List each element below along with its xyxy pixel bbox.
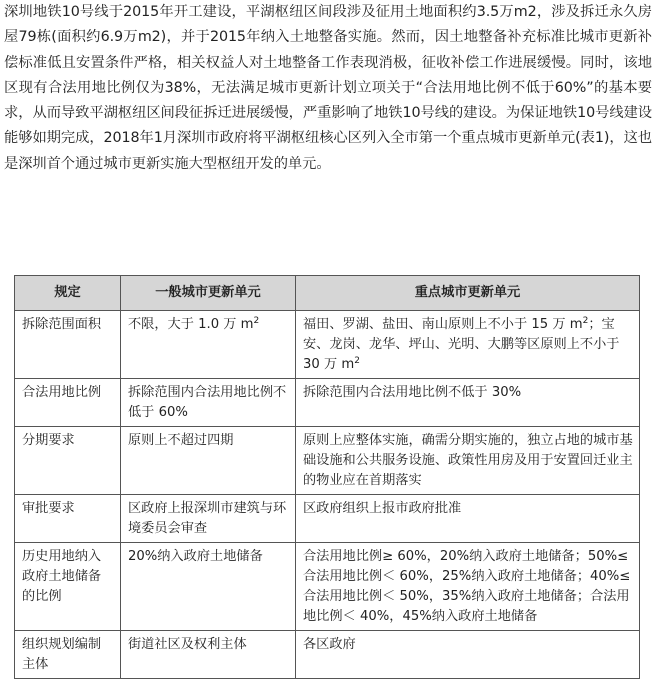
- general-cell: 拆除范围内合法用地比例不低于 60%: [121, 379, 296, 427]
- superscript: 2: [354, 356, 360, 366]
- key-text: 福田、罗湖、盐田、南山原则上不小于 15 万 m: [303, 317, 583, 332]
- header-general-unit: 一般城市更新单元: [121, 276, 296, 311]
- general-cell: 原则上不超过四期: [121, 427, 296, 495]
- table-row: [15, 379, 640, 427]
- key-cell: 拆除范围内合法用地比例不低于 30%: [296, 379, 640, 427]
- table-row: [15, 311, 640, 379]
- general-cell: 街道社区及权利主体: [121, 631, 296, 679]
- rule-cell: 历史用地纳入政府土地储备的比例: [15, 543, 121, 631]
- rule-cell: 分期要求: [15, 427, 121, 495]
- table-row: [15, 631, 640, 679]
- general-cell: 20%纳入政府土地储备: [121, 543, 296, 631]
- rule-cell: 组织规划编制主体: [15, 631, 121, 679]
- rule-cell: 审批要求: [15, 495, 121, 543]
- key-cell: 合法用地比例≥ 60%，20%纳入政府土地储备；50%≤合法用地比例＜ 60%，25%纳入政府土地储备；40%≤合法用地比例＜ 50%，35%纳入政府土地储备；合法用地比例＜ 40%，45%纳入政府土地储备: [296, 543, 640, 631]
- header-key-unit: 重点城市更新单元: [296, 276, 640, 311]
- key-cell: 各区政府: [296, 631, 640, 679]
- key-cell: [296, 311, 640, 379]
- table-header-row: [15, 276, 640, 311]
- key-text-tail: ；宝安、龙岗、龙华、坪山、光明、大鹏等区原则上不小于 30 万 m: [303, 317, 620, 372]
- header-rule: 规定: [15, 276, 121, 311]
- table-row: [15, 495, 640, 543]
- superscript: 2: [253, 316, 260, 326]
- key-cell: 原则上应整体实施，确需分期实施的，独立占地的城市基础设施和公共服务设施、政策性用房及用于安置回迁业主的物业应在首期落实: [296, 427, 640, 495]
- comparison-table: [14, 275, 640, 679]
- rule-cell: 拆除范围面积: [15, 311, 121, 379]
- key-cell: 区政府组织上报市政府批准: [296, 495, 640, 543]
- table-row: [15, 427, 640, 495]
- general-cell: 区政府上报深圳市建筑与环境委员会审查: [121, 495, 296, 543]
- general-text: 不限，大于 1.0 万 m: [128, 317, 254, 332]
- rule-cell: 合法用地比例: [15, 379, 121, 427]
- general-cell: [121, 311, 296, 379]
- table-row: [15, 543, 640, 631]
- superscript: 2: [582, 316, 589, 326]
- intro-paragraph: 深圳地铁10号线于2015年开工建设，平湖枢纽区间段涉及征用土地面积约3.5万m2，涉及拆迁永久房屋79栋(面积约6.9万m2)，并于2015年纳入土地整备实施。然而，因土地整备补充标准比城市更新补偿标准低且安置条件严格，相关权益人对土地整备工作表现消极，征收补偿工作进展缓慢。同时，该地区现有合法用地比例仅为38%，无法满足城市更新计划立项关于“合法用地比例不低于60%”的基本要求，从而导致平湖枢纽区间段征拆迁进展缓慢，严重影响了地铁10号线的建设。为保证地铁10号线建设能够如期完成，2018年1月深圳市政府将平湖枢纽核心区列入全市第一个重点城市更新单元(表1)，这也是深圳首个通过城市更新实施大型枢纽开发的单元。: [4, 4, 652, 172]
